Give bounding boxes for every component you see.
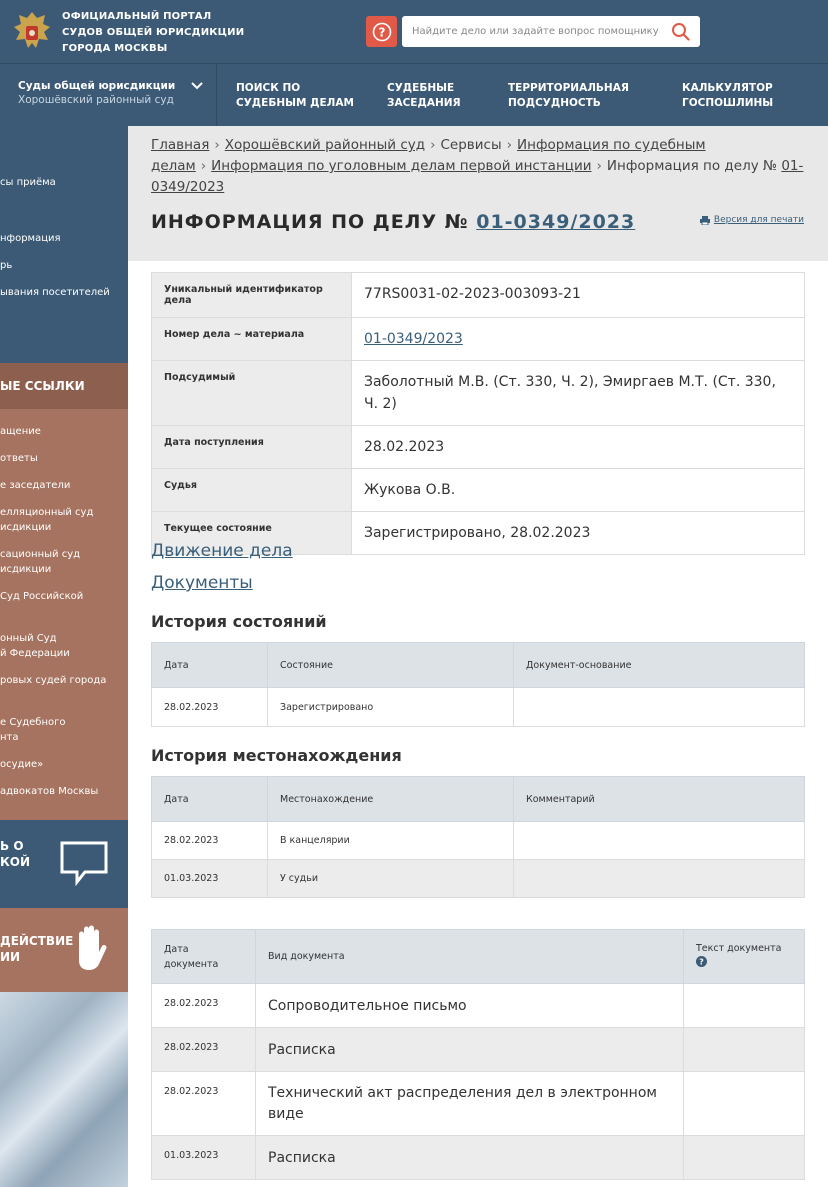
column-header: Местонахождение [268, 777, 514, 822]
search-input[interactable] [402, 16, 662, 47]
table-row [152, 860, 805, 898]
case-field-value: Зарегистрировано, 28.02.2023 [352, 512, 805, 555]
nav-item-label: СУДЕБНЫМ ДЕЛАМ [236, 97, 354, 109]
sidebar-item[interactable]: рь [0, 260, 13, 271]
case-number-link[interactable]: 01-0349/2023 [364, 331, 463, 347]
main-nav [0, 63, 828, 126]
court-selector-value: Хорошёвский районный суд [18, 94, 174, 106]
useful-link[interactable]: ответы [0, 453, 38, 464]
sidebar-item[interactable]: нформация [0, 233, 61, 244]
breadcrumb-separator-icon: › [596, 158, 602, 174]
column-header [684, 930, 805, 984]
case-field-label: Уникальный идентификатор дела [152, 273, 352, 318]
useful-link[interactable]: исдикции [0, 564, 52, 575]
breadcrumb-link[interactable]: Информация по судебным делам [151, 137, 706, 174]
sidebar-item[interactable]: сы приёма [0, 177, 56, 188]
search-box [402, 16, 700, 47]
help-button[interactable] [366, 16, 397, 47]
table-cell [684, 1136, 805, 1180]
svg-text:?: ? [699, 957, 704, 967]
column-header: Дата [152, 777, 268, 822]
table-row [152, 318, 805, 361]
page-title-case-number[interactable]: 01-0349/2023 [476, 211, 636, 233]
useful-link[interactable]: онный Суд [0, 633, 57, 644]
useful-link[interactable]: й Федерации [0, 648, 70, 659]
print-version-link[interactable] [700, 215, 804, 225]
breadcrumb-separator-icon: › [200, 158, 207, 174]
documents-table [151, 929, 805, 1180]
table-row [152, 1136, 805, 1180]
promo-anti-corruption[interactable] [0, 908, 128, 992]
chat-bubble-icon [59, 840, 109, 887]
case-field-label: Подсудимый [152, 361, 352, 426]
useful-link[interactable]: Суд Российской [0, 591, 84, 602]
table-cell [514, 688, 805, 727]
case-info-table [151, 272, 805, 555]
portal-title[interactable] [62, 9, 244, 57]
nav-case-search[interactable] [236, 81, 354, 111]
case-field-label: Номер дела ~ материала [152, 318, 352, 361]
breadcrumb-case-number[interactable]: 01-0349/2023 [151, 158, 804, 195]
nav-item-label: ПОДСУДНОСТЬ [508, 97, 601, 109]
table-cell [684, 984, 805, 1028]
table-cell: Сопроводительное письмо [256, 984, 684, 1028]
breadcrumb-link[interactable]: Информация по уголовным делам первой инстанции [211, 158, 592, 174]
column-header-label: Текст документа [696, 943, 782, 954]
useful-link[interactable]: осудие» [0, 759, 44, 770]
useful-link[interactable]: нта [0, 732, 19, 743]
svg-text:?: ? [378, 25, 385, 39]
column-header: Документ-основание [514, 643, 805, 688]
table-row [152, 822, 805, 860]
page-title-bar [128, 203, 828, 261]
promo-feedback[interactable] [0, 820, 128, 908]
case-field-label: Текущее состояние [152, 512, 352, 555]
column-header: Комментарий [514, 777, 805, 822]
table-header-row [152, 930, 805, 984]
useful-link[interactable]: елляционный суд [0, 507, 94, 518]
useful-link[interactable]: исдикции [0, 522, 52, 533]
column-header [152, 930, 256, 984]
breadcrumb-link[interactable]: Хорошёвский районный суд [224, 137, 426, 153]
table-cell: 28.02.2023 [152, 822, 268, 860]
column-header: Дата [152, 643, 268, 688]
table-cell: В канцелярии [268, 822, 514, 860]
court-selector-label: Суды общей юрисдикции [18, 80, 176, 92]
useful-link[interactable]: ащение [0, 426, 41, 437]
sidebar-menu [0, 126, 128, 363]
case-field-value: Жукова О.В. [352, 469, 805, 512]
case-field-value: 77RS0031-02-2023-003093-21 [352, 273, 805, 318]
table-row [152, 273, 805, 318]
nav-item-label: СУДЕБНЫЕ [387, 82, 455, 94]
question-icon [372, 22, 392, 42]
nav-fee-calculator[interactable] [682, 81, 773, 111]
top-header [0, 0, 828, 63]
nav-item-label: КАЛЬКУЛЯТОР [682, 82, 773, 94]
table-cell: У судьи [268, 860, 514, 898]
table-cell: 28.02.2023 [152, 984, 256, 1028]
page-title-text: ИНФОРМАЦИЯ ПО ДЕЛУ № [151, 211, 469, 233]
table-cell: Расписка [256, 1028, 684, 1072]
table-header-row [152, 643, 805, 688]
column-header: Вид документа [256, 930, 684, 984]
breadcrumb-link[interactable]: Сервисы [440, 137, 502, 153]
promo-label: ИИ [0, 950, 21, 964]
print-version-label: Версия для печати [713, 215, 804, 225]
state-history-heading: История состояний [151, 612, 327, 631]
table-row [152, 1028, 805, 1072]
promo-label: ДЕЙСТВИЕ [0, 934, 74, 948]
case-field-label: Дата поступления [152, 426, 352, 469]
sidebar-item[interactable]: ывания посетителей [0, 287, 110, 298]
location-history-heading: История местонахождения [151, 746, 402, 765]
table-cell: 28.02.2023 [152, 1072, 256, 1136]
table-cell: 01.03.2023 [152, 860, 268, 898]
case-movement-link[interactable]: Движение дела [151, 541, 293, 561]
moscow-emblem-icon[interactable] [12, 10, 52, 54]
case-field-value: Заболотный М.В. (Ст. 330, Ч. 2), Эмиргаев М.Т. (Ст. 330, Ч. 2) [352, 361, 805, 426]
court-selector[interactable] [0, 64, 217, 126]
table-header-row [152, 777, 805, 822]
location-history-table [151, 776, 805, 898]
table-cell: Технический акт распределения дел в электронном виде [256, 1072, 684, 1136]
table-row [152, 426, 805, 469]
stop-hand-icon [73, 924, 109, 972]
table-cell [514, 822, 805, 860]
sidebar [0, 126, 128, 1187]
case-field-value [352, 318, 805, 361]
useful-link[interactable]: сационный суд [0, 549, 81, 560]
useful-link[interactable]: е заседатели [0, 480, 71, 491]
table-cell: Расписка [256, 1136, 684, 1180]
table-row [152, 469, 805, 512]
search-icon[interactable] [671, 22, 690, 41]
table-cell: 01.03.2023 [152, 1136, 256, 1180]
column-header-label: Дата документа [164, 943, 219, 970]
nav-territorial-jurisdiction[interactable] [508, 81, 629, 111]
breadcrumb-separator-icon: › [506, 137, 513, 153]
printer-icon [700, 216, 710, 225]
nav-item-label: ЗАСЕДАНИЯ [387, 97, 461, 109]
case-field-value: 28.02.2023 [352, 426, 805, 469]
case-documents-link[interactable]: Документы [151, 573, 253, 593]
table-cell [684, 1028, 805, 1072]
useful-link[interactable]: адвокатов Москвы [0, 786, 99, 797]
table-row [152, 688, 805, 727]
portal-title-line: СУДОВ ОБЩЕЙ ЮРИСДИКЦИИ [62, 27, 245, 38]
breadcrumb-link[interactable]: Главная [151, 137, 210, 153]
city-image [0, 992, 128, 1187]
table-row [152, 984, 805, 1028]
table-cell [684, 1072, 805, 1136]
nav-item-label: ПОИСК ПО [236, 82, 301, 94]
useful-links-heading: ЫЕ ССЫЛКИ [0, 363, 128, 409]
useful-link[interactable]: ровых судей города [0, 675, 107, 686]
table-row [152, 1072, 805, 1136]
breadcrumb-current: Информация по делу № [606, 158, 778, 174]
table-cell: Зарегистрировано [268, 688, 514, 727]
nav-item-label: ТЕРРИТОРИАЛЬНАЯ [508, 82, 629, 94]
table-cell: 28.02.2023 [152, 1028, 256, 1072]
promo-label: Ь О [0, 839, 24, 853]
breadcrumb-separator-icon: › [214, 137, 220, 153]
breadcrumb-separator-icon: › [430, 137, 436, 153]
table-row [152, 361, 805, 426]
column-header: Состояние [268, 643, 514, 688]
portal-title-line: ОФИЦИАЛЬНЫЙ ПОРТАЛ [62, 11, 212, 22]
page-title [151, 211, 635, 233]
table-cell [514, 860, 805, 898]
promo-label: КОЙ [0, 855, 31, 869]
useful-links [0, 409, 128, 820]
chevron-down-icon [191, 82, 203, 90]
nav-court-sessions[interactable] [387, 81, 461, 111]
nav-item-label: ГОСПОШЛИНЫ [682, 97, 774, 109]
useful-link[interactable]: е Судебного [0, 717, 66, 728]
help-circle-icon[interactable] [696, 956, 707, 967]
breadcrumb [128, 126, 828, 203]
table-cell: 28.02.2023 [152, 688, 268, 727]
state-history-table [151, 642, 805, 727]
portal-title-line: ГОРОДА МОСКВЫ [62, 43, 168, 54]
case-field-label: Судья [152, 469, 352, 512]
